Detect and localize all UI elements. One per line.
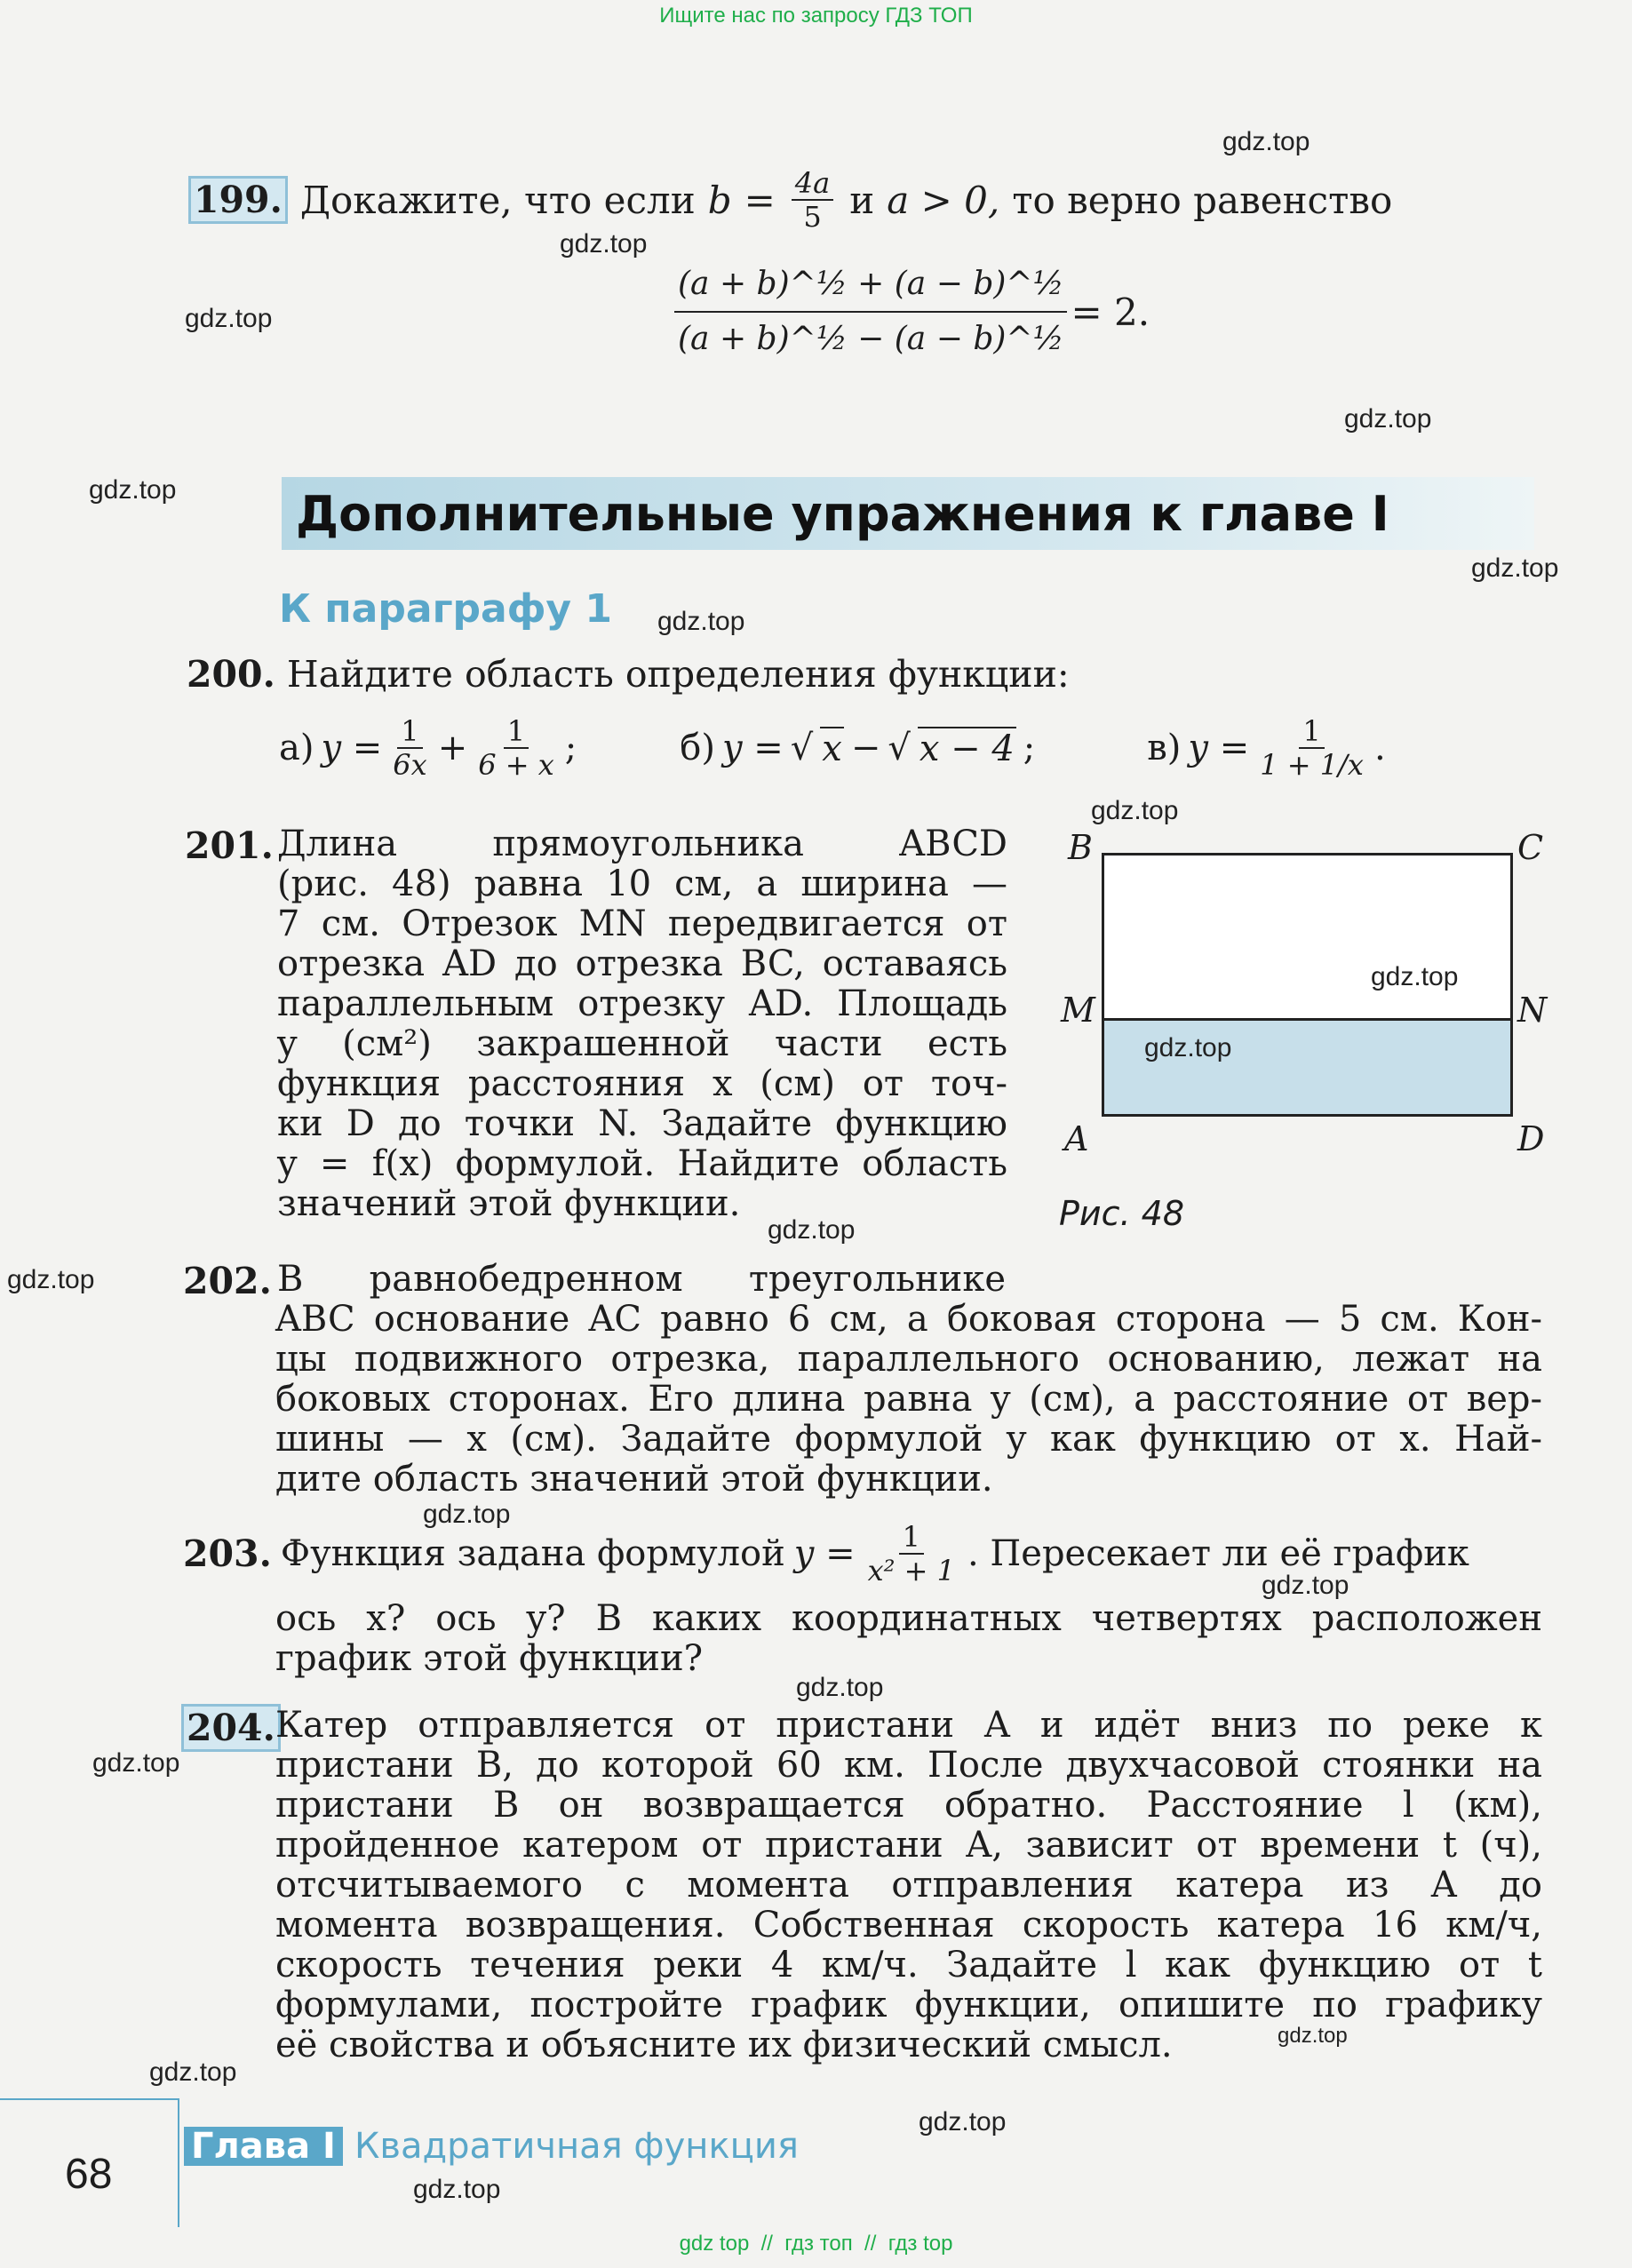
text-line: цы подвижного отрезка, параллельного основанию, лежат на xyxy=(275,1339,1542,1380)
var: b xyxy=(707,178,732,222)
text-line: ки D до точки N. Задайте функцию xyxy=(277,1103,1007,1144)
denominator: 1 + 1/x xyxy=(1260,748,1364,782)
text-line: пристани B, до которой 60 км. После двухчасовой стоянки на xyxy=(275,1745,1542,1786)
watermark: gdz.top xyxy=(89,475,177,505)
watermark: gdz.top xyxy=(1471,553,1559,583)
exercise-number: 199. xyxy=(188,176,288,224)
watermark: gdz.top xyxy=(768,1215,856,1245)
exercise-number: 202. xyxy=(183,1260,272,1302)
watermark: gdz.top xyxy=(796,1673,884,1702)
watermark: gdz.top xyxy=(1091,796,1179,825)
op: ; xyxy=(1023,728,1036,768)
numerator: 1 xyxy=(899,1521,924,1555)
footer-divider xyxy=(178,2098,179,2227)
text-line: (рис. 48) равна 10 см, а ширина — xyxy=(277,863,1007,904)
footer-divider xyxy=(0,2098,179,2100)
label-B: B xyxy=(1068,828,1093,867)
text-line: график этой функции? xyxy=(275,1638,704,1679)
subsection-title: К параграфу 1 xyxy=(279,586,613,632)
text-line: y = f(x) формулой. Найдите область xyxy=(277,1143,1007,1184)
label-A: A xyxy=(1064,1119,1089,1158)
watermark: gdz.top xyxy=(1262,1571,1349,1600)
text-line: 7 см. Отрезок MN передвигается от xyxy=(277,903,1007,944)
denominator: (a + b)^½ − (a − b)^½ xyxy=(678,321,1064,357)
text-line: боковых сторонах. Его длина равна y (см), а расстояние от вер- xyxy=(275,1379,1542,1420)
label-C: C xyxy=(1517,828,1544,867)
label: б) xyxy=(680,728,715,768)
denominator: x² + 1 xyxy=(867,1554,955,1588)
watermark: gdz.top xyxy=(1344,404,1432,434)
numerator: 1 xyxy=(1299,715,1324,749)
watermark: gdz.top xyxy=(149,2057,237,2087)
text-line: скорость течения реки 4 км/ч. Задайте l как функцию от t xyxy=(275,1945,1542,1985)
watermark: gdz.top xyxy=(1371,962,1459,991)
exercise-200 xyxy=(187,653,1070,696)
text-line: функция расстояния x (см) от точ- xyxy=(277,1063,1007,1104)
numerator: 4a xyxy=(792,167,833,201)
text: . Пересекает ли её график xyxy=(967,1533,1469,1574)
text: Найдите область определения функции: xyxy=(286,653,1070,696)
text-line: параллельным отрезку AD. Площадь xyxy=(277,983,1007,1024)
watermark: gdz.top xyxy=(560,229,648,259)
fraction xyxy=(792,167,833,233)
text-line: дите область значений этой функции. xyxy=(275,1459,993,1500)
watermark: gdz.top xyxy=(185,304,273,333)
text-line: y (см²) закрашенной части есть xyxy=(277,1023,1007,1064)
radicand: x xyxy=(822,728,842,769)
text: Докажите, что если xyxy=(299,178,696,222)
exercise-199 xyxy=(188,167,1441,233)
fraction xyxy=(1260,715,1364,781)
watermark: gdz.top xyxy=(1278,2024,1348,2048)
exercise-200-parts xyxy=(279,715,1540,781)
expr: y = xyxy=(793,1533,856,1574)
exercise-202-text xyxy=(275,1300,1542,1500)
text-line: значений этой функции. xyxy=(277,1183,741,1224)
chapter-label: Глава I xyxy=(184,2127,343,2166)
fraction xyxy=(478,715,554,781)
exercise-number: 201. xyxy=(185,824,274,867)
text-line: её свойства и объясните их физический смысл. xyxy=(275,2025,1173,2065)
text-line: ось x? ось y? В каких координатных четвертях расположен xyxy=(275,1598,1542,1639)
text-line: шины — x (см). Задайте формулой y как функцию от x. Най- xyxy=(275,1419,1542,1460)
watermark: gdz.top xyxy=(1222,127,1310,156)
label: в) xyxy=(1147,728,1182,768)
figure-caption: Рис. 48 xyxy=(1059,1194,1185,1233)
denominator: 6 + x xyxy=(478,748,554,782)
exercise-number: 204. xyxy=(181,1704,281,1752)
text-line: отсчитываемого с момента отправления катера из A до xyxy=(275,1865,1542,1906)
text-line: Катер отправляется от пристани A и идёт вниз по реке к xyxy=(275,1705,1542,1746)
denominator: 6x xyxy=(393,748,427,782)
text: и xyxy=(849,178,875,222)
text-line: отрезка AD до отрезка BC, оставаясь xyxy=(277,943,1007,984)
exercise-number: 200. xyxy=(187,653,275,696)
text-line: пристани B он возвращается обратно. Расстояние l (км), xyxy=(275,1785,1542,1826)
op: − xyxy=(850,728,881,768)
text: то верно равенство xyxy=(1012,178,1393,222)
text-line: ABC основание AC равно 6 см, а боковая сторона — 5 см. Кон- xyxy=(275,1299,1542,1340)
numerator: 1 xyxy=(397,715,422,749)
result: = 2. xyxy=(1071,290,1150,334)
denominator: 5 xyxy=(803,200,822,234)
text-line: пройденное катером от пристани A, зависит от времени t (ч), xyxy=(275,1825,1542,1866)
section-title: Дополнительные упражнения к главе I xyxy=(282,477,1534,550)
label-D: D xyxy=(1517,1119,1545,1158)
watermark: gdz.top xyxy=(92,1748,180,1778)
expr: y = xyxy=(1188,728,1250,768)
watermark: gdz.top xyxy=(423,1500,511,1529)
numerator: (a + b)^½ + (a − b)^½ xyxy=(674,258,1067,313)
sqrt-icon: √ xyxy=(888,728,911,768)
watermark: gdz.top xyxy=(413,2175,501,2204)
text-line: формулами, постройте график функции, опишите по графику xyxy=(275,1985,1542,2025)
exercise-201-text xyxy=(277,824,1007,1224)
radicand: x − 4 xyxy=(919,728,1015,769)
fraction xyxy=(674,258,1067,366)
top-banner: Ищите нас по запросу ГДЗ ТОП xyxy=(659,4,973,28)
condition: a > 0, xyxy=(887,178,1000,222)
numerator: 1 xyxy=(504,715,529,749)
op: . xyxy=(1373,728,1386,768)
watermark: gdz.top xyxy=(919,2107,1007,2137)
sqrt-icon: √ xyxy=(790,728,814,768)
page-number: 68 xyxy=(65,2151,113,2198)
exercise-203-text xyxy=(275,1599,1542,1679)
text-line: В равнобедренном треугольнике xyxy=(277,1259,1006,1300)
exercise-204-text xyxy=(275,1706,1542,2065)
exercise-number: 203. xyxy=(183,1532,272,1575)
label: а) xyxy=(279,728,314,768)
chapter-name: Квадратичная функция xyxy=(354,2126,799,2167)
watermark: gdz.top xyxy=(7,1265,95,1294)
text-line: момента возвращения. Собственная скорость катера 16 км/ч, xyxy=(275,1905,1542,1946)
expr: y = xyxy=(721,728,784,768)
watermark: gdz.top xyxy=(657,607,745,636)
text-line: Длина прямоугольника ABCD xyxy=(277,824,1007,864)
label-N: N xyxy=(1517,991,1548,1030)
bottom-banner: gdz top // гдз топ // гдз top xyxy=(679,2232,953,2256)
label-M: M xyxy=(1061,991,1095,1030)
equation-199 xyxy=(671,258,1150,366)
text: Функция задана формулой xyxy=(280,1533,785,1574)
op: ; xyxy=(564,728,577,768)
watermark: gdz.top xyxy=(1144,1033,1232,1062)
text: = xyxy=(744,178,776,222)
op: + xyxy=(437,728,468,768)
fraction xyxy=(868,1521,955,1587)
expr: y = xyxy=(321,728,383,768)
fraction xyxy=(393,715,426,781)
